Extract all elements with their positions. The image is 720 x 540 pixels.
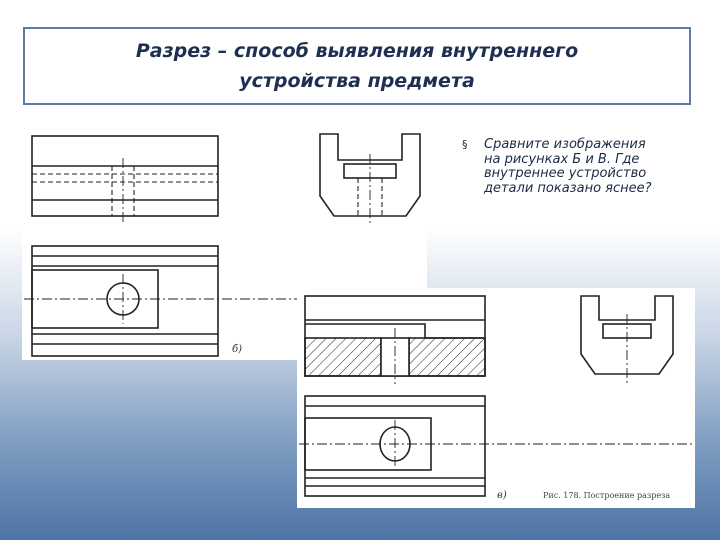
bullet-text: Сравните изображения на рисунках Б и В. Где внутреннее устройство детали показано яснее? [484, 137, 652, 196]
slide-title-line-2: устройства предмета [239, 70, 475, 92]
figure-v-label: в) [497, 490, 507, 501]
hatched-region-right [409, 338, 485, 376]
front-view-outline [32, 136, 218, 216]
figure-v-drawing [297, 288, 695, 508]
top-view-outline [32, 246, 218, 356]
figure-v-caption: Рис. 178. Построение разреза [543, 491, 671, 500]
figure-b-label: б) [232, 344, 243, 355]
bullet-item [462, 138, 662, 196]
bullet-marker-icon: § [462, 138, 468, 151]
slide-title-line-1: Разрез – способ выявления внутреннего [135, 40, 579, 62]
hatched-region-left [305, 338, 381, 376]
title-box [23, 27, 691, 105]
